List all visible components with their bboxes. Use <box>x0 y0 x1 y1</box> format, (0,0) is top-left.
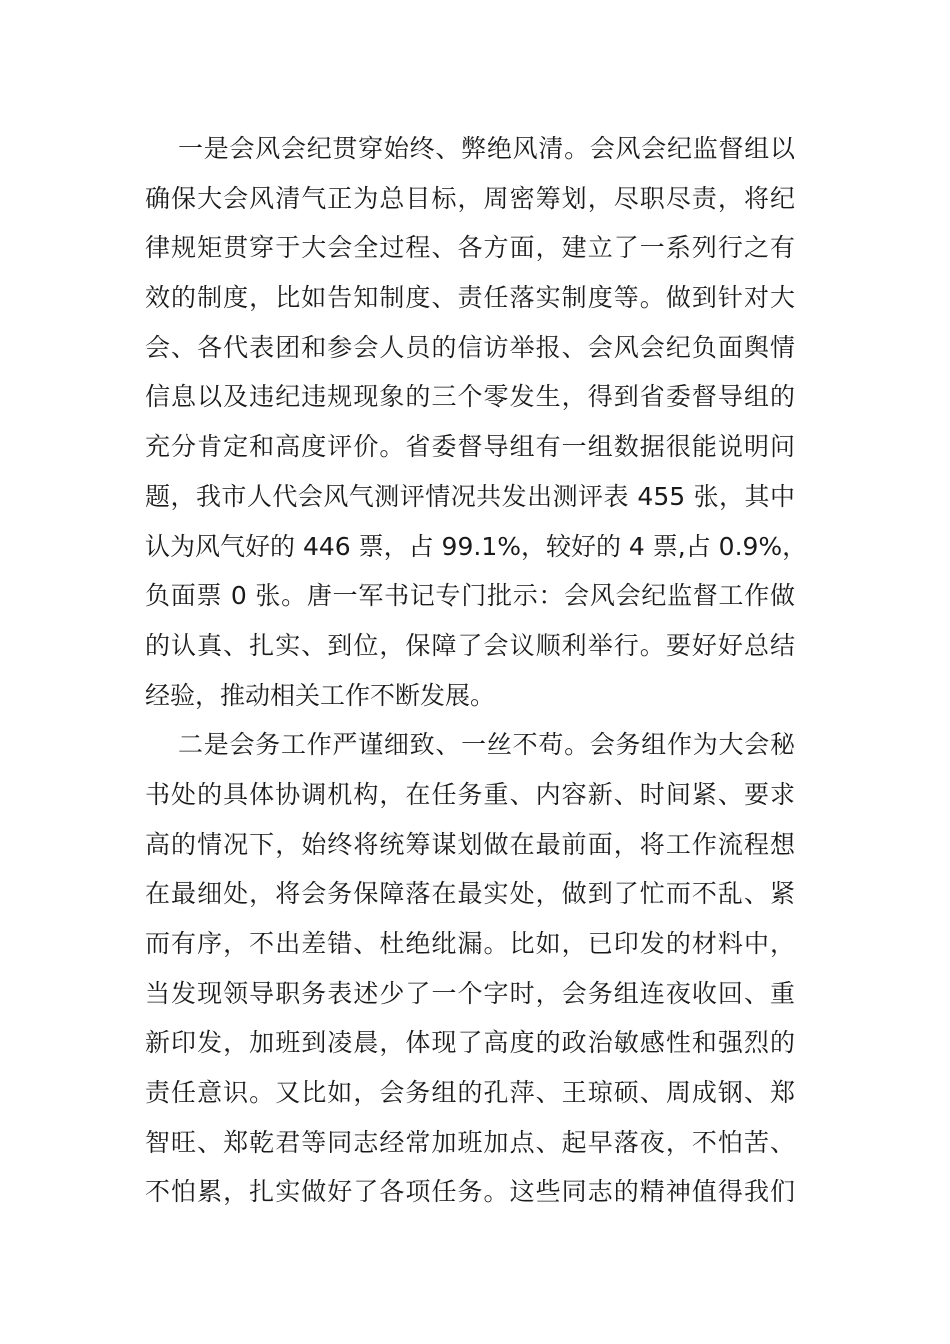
text-line: 的认真、扎实、到位，保障了会议顺利举行。要好好总结 <box>145 630 795 660</box>
text-line: 新印发，加班到凌晨，体现了高度的政治敏感性和强烈的 <box>145 1028 795 1058</box>
text-line: 而有序，不出差错、杜绝纰漏。比如，已印发的材料中， <box>145 929 795 958</box>
text-line: 在最细处，将会务保障落在最实处，做到了忙而不乱、紧 <box>145 879 795 909</box>
text-line: 负面票 0 张。唐一军书记专门批示：会风会纪监督工作做 <box>145 581 795 611</box>
text-line: 智旺、郑乾君等同志经常加班加点、起早落夜，不怕苦、 <box>145 1127 795 1157</box>
paragraph-conference-affairs <box>145 720 795 1217</box>
text-line: 当发现领导职务表述少了一个字时，会务组连夜收回、重 <box>145 978 795 1008</box>
text-line: 确保大会风清气正为总目标，周密筹划，尽职尽责，将纪 <box>145 183 795 213</box>
text-line: 会、各代表团和参会人员的信访举报、会风会纪负面舆情 <box>145 332 795 362</box>
text-line: 高的情况下，始终将统筹谋划做在最前面，将工作流程想 <box>145 829 795 859</box>
text-line: 认为风气好的 446 票，占 99.1%，较好的 4 票,占 0.9%， <box>145 531 808 561</box>
text-line: 律规矩贯穿于大会全过程、各方面，建立了一系列行之有 <box>145 233 795 263</box>
text-line: 信息以及违纪违规现象的三个零发生，得到省委督导组的 <box>145 382 795 412</box>
text-line: 责任意识。又比如，会务组的孔萍、王琼硕、周成钢、郑 <box>145 1078 795 1108</box>
text-line: 二是会务工作严谨细致、一丝不苟。会务组作为大会秘 <box>178 730 795 760</box>
text-line: 题，我市人代会风气测评情况共发出测评表 455 张，其中 <box>145 481 795 511</box>
text-line: 不怕累，扎实做好了各项任务。这些同志的精神值得我们 <box>145 1177 795 1207</box>
text-line: 书处的具体协调机构，在任务重、内容新、时间紧、要求 <box>145 779 795 809</box>
text-line: 充分肯定和高度评价。省委督导组有一组数据很能说明问 <box>145 432 795 462</box>
paragraph-discipline-supervision <box>145 124 808 720</box>
text-line: 经验，推动相关工作不断发展。 <box>145 680 496 710</box>
text-line: 一是会风会纪贯穿始终、弊绝风清。会风会纪监督组以 <box>178 134 795 163</box>
document-page <box>145 124 808 1217</box>
text-line: 效的制度，比如告知制度、责任落实制度等。做到针对大 <box>145 283 795 313</box>
